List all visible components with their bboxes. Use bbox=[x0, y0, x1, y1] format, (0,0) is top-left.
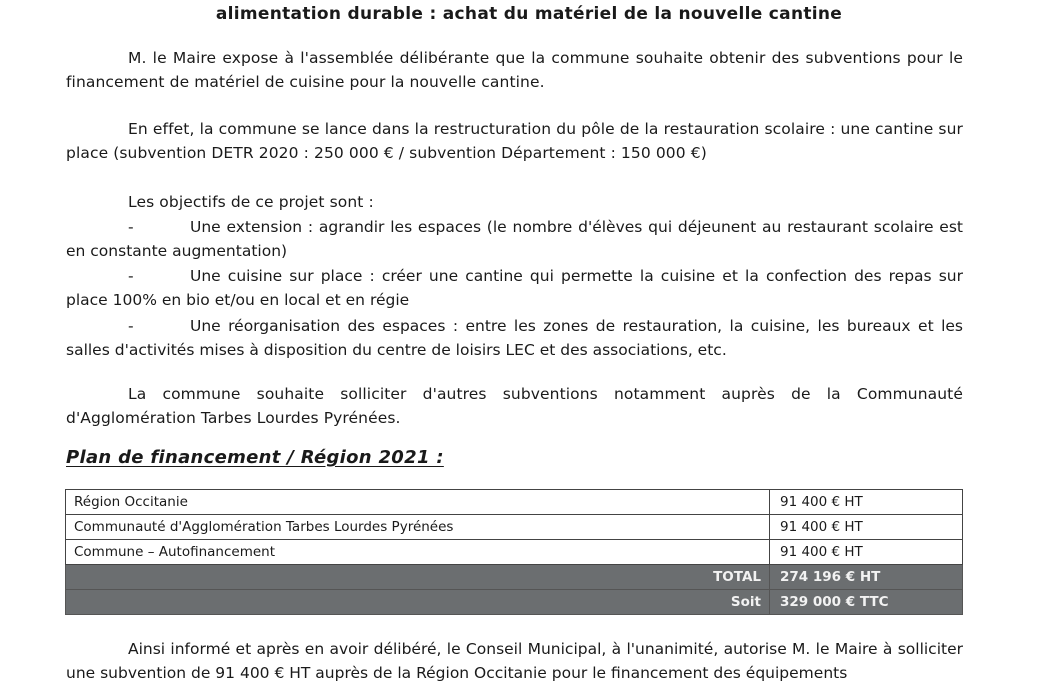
total-ttc-label: Soit bbox=[66, 590, 770, 615]
funder-label: Communauté d'Agglomération Tarbes Lourdes Pyrénées bbox=[66, 515, 770, 540]
paragraph-other-subsidies: La commune souhaite solliciter d'autres subventions notamment auprès de la Communauté d'Agglomération Tarbes Lourdes Pyrénées. bbox=[66, 385, 963, 427]
objective-item bbox=[66, 314, 963, 362]
table-row bbox=[66, 490, 963, 515]
financing-heading: Plan de financement / Région 2021 : bbox=[66, 447, 444, 468]
table-row bbox=[66, 515, 963, 540]
funder-amount: 91 400 € HT bbox=[770, 490, 963, 515]
funder-amount: 91 400 € HT bbox=[770, 540, 963, 565]
financing-table bbox=[65, 489, 963, 615]
objective-text: Une réorganisation des espaces : entre les zones de restauration, la cuisine, les bureaux et les salles d'activités mises à disposition du centre de loisirs LEC et des associations, etc. bbox=[66, 317, 963, 359]
objective-item bbox=[66, 264, 963, 312]
bullet-dash: - bbox=[128, 317, 134, 335]
bullet-dash: - bbox=[128, 218, 134, 236]
total-label: TOTAL bbox=[66, 565, 770, 590]
total-amount-ht: 274 196 € HT bbox=[770, 565, 963, 590]
funder-label: Région Occitanie bbox=[66, 490, 770, 515]
objective-item bbox=[66, 215, 963, 263]
document-title: alimentation durable : achat du matériel de la nouvelle cantine bbox=[215, 4, 843, 24]
table-row bbox=[66, 540, 963, 565]
objective-text: Une extension : agrandir les espaces (le nombre d'élèves qui déjeunent au restaurant scolaire est en constante augmentation) bbox=[66, 218, 963, 260]
total-row bbox=[66, 565, 963, 590]
funder-amount: 91 400 € HT bbox=[770, 515, 963, 540]
bullet-dash: - bbox=[128, 267, 134, 285]
paragraph-objectives-intro: Les objectifs de ce projet sont : bbox=[128, 193, 374, 211]
objective-text: Une cuisine sur place : créer une cantine qui permette la cuisine et la confection des repas sur place 100% en bio et/ou en local et en régie bbox=[66, 267, 963, 309]
paragraph-intro: M. le Maire expose à l'assemblée délibérante que la commune souhaite obtenir des subventions pour le financement de matériel de cuisine pour la nouvelle cantine. bbox=[66, 49, 963, 91]
total-row bbox=[66, 590, 963, 615]
total-amount-ttc: 329 000 € TTC bbox=[770, 590, 963, 615]
funder-label: Commune – Autofinancement bbox=[66, 540, 770, 565]
paragraph-conclusion: Ainsi informé et après en avoir délibéré, le Conseil Municipal, à l'unanimité, autorise M. le Maire à solliciter une subvention de 91 400 € HT auprès de la Région Occitanie pour le financement des équipements bbox=[66, 640, 963, 682]
paragraph-context: En effet, la commune se lance dans la restructuration du pôle de la restauration scolaire : une cantine sur place (subvention DETR 2020 : 250 000 € / subvention Département : 150 000 €) bbox=[66, 120, 963, 162]
